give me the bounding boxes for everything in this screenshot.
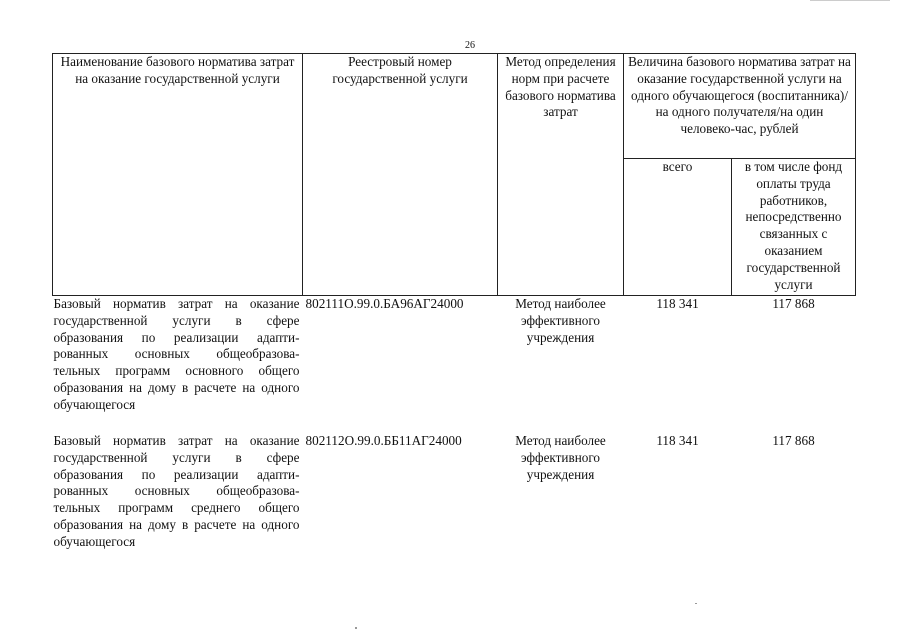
header-method: Метод определения норм при расчете базового норматива затрат (498, 54, 624, 296)
row-total: 118 341 (656, 433, 699, 448)
header-total: всего (624, 159, 732, 296)
table-row (53, 296, 856, 434)
row-fund: 117 868 (772, 433, 815, 448)
header-name: Наименование базового норматива затрат на оказание государственной услуги (53, 54, 303, 296)
row-registry: 802111О.99.0.БА96АГ24000 (305, 296, 464, 311)
row-registry: 802112О.99.0.ББ11АГ24000 (305, 433, 462, 448)
header-fund: в том числе фонд оплаты труда работников, непосредственно связанных с оказанием государственной услуги (732, 159, 856, 296)
row-name: Базовый норматив затрат на оказание государственной услуги в сфере образования по реализации адапти-рованных основных общеобразова-тельных программ основного общего образования на дому в расчете на одного обучающегося (53, 296, 300, 412)
scan-speck (810, 0, 890, 1)
page-number: 26 (465, 40, 475, 51)
scan-speck (355, 627, 357, 629)
header-value: Величина базового норматива затрат на оказание государственной услуги на одного обучающегося (воспитанника)/на одного получателя/на один человеко-час, рублей (624, 54, 856, 159)
row-total: 118 341 (656, 296, 699, 311)
row-method: Метод наиболее эффективного учреждения (515, 296, 606, 345)
header-row (53, 54, 856, 159)
header-registry: Реестровый номер государственной услуги (303, 54, 498, 296)
scan-speck (695, 603, 697, 604)
row-fund: 117 868 (772, 296, 815, 311)
table-row (53, 433, 856, 583)
row-method: Метод наиболее эффективного учреждения (515, 433, 606, 482)
row-name: Базовый норматив затрат на оказание государственной услуги в сфере образования по реализации адапти-рованных основных общеобразова-тельных программ среднего общего образования на дому в расчете на одного обучающегося (53, 433, 300, 549)
base-norm-table (52, 53, 856, 583)
